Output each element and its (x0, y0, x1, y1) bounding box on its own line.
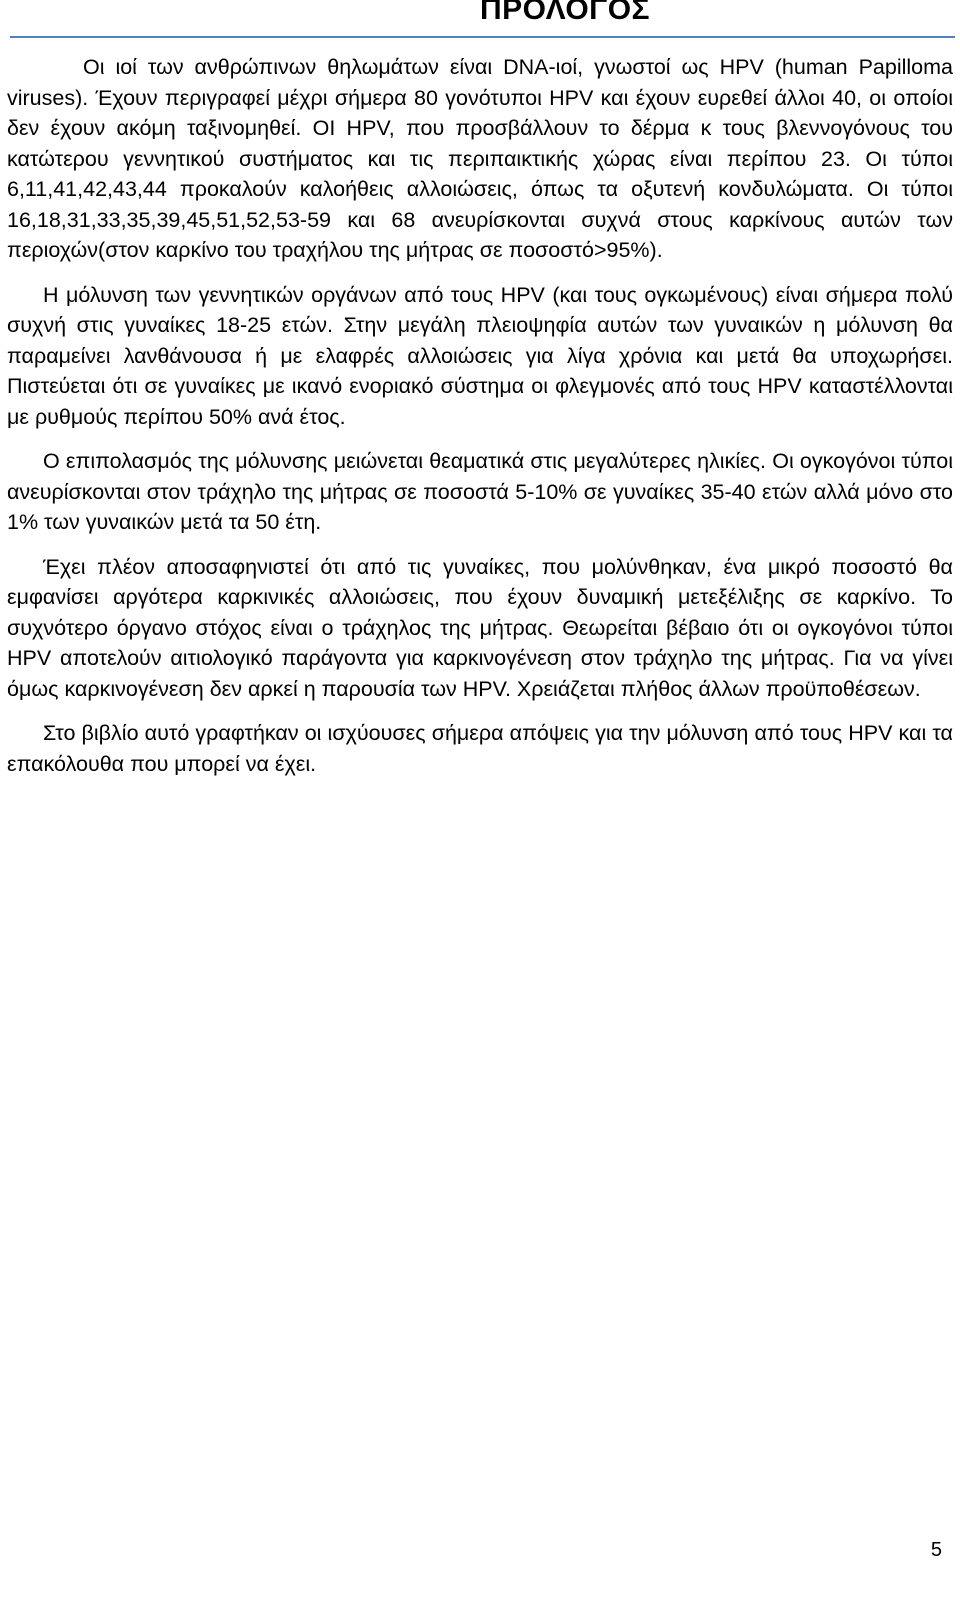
paragraph-prevalence: Ο επιπολασμός της μόλυνσης μειώνεται θεαματικά στις μεγαλύτερες ηλικίες. Οι ογκογόνοι τύποι ανευρίσκονται στον τράχηλο της μήτρας σε ποσοστά 5-10% σε γυναίκες 35-40 ετών αλλά μόνο στο 1% των γυναικών μετά τα 50 έτη. (7, 449, 953, 534)
paragraph-intro: Οι ιοί των ανθρώπινων θηλωμάτων είναι DNA-ιοί, γνωστοί ως HPV (human Papilloma viruses). Έχουν περιγραφεί μέχρι σήμερα 80 γονότυποι HPV και έχουν ευρεθεί άλλοι 40, οι οποίοι δεν έχουν ακόμη ταξινομηθεί. ΟΙ HPV, που προσβάλλουν το δέρμα κ τους βλεννογόνους του κατώτερου γεννητικού συστήματος και τις περιπαικτικής χώρας είναι περίπου 23. Οι τύποι 6,11,41,42,43,44 προκαλούν καλοήθεις αλλοιώσεις, όπως τα οξυτενή κονδυλώματα. Οι τύποι 16,18,31,33,35,39,45,51,52,53-59 και 68 ανευρίσκονται συχνά στους καρκίνους αυτών των περιοχών(στον καρκίνο του τραχήλου της μήτρας σε ποσοστό>95%). (7, 55, 953, 262)
page-title: ΠΡΟΛΟΓΟΣ (479, 0, 651, 26)
paragraph-carcinogenesis: Έχει πλέον αποσαφηνιστεί ότι από τις γυναίκες, που μολύνθηκαν, ένα μικρό ποσοστό θα εμφανίσει αργότερα καρκινικές αλλοιώσεις, που έχουν δυναμική μετεξέλιξης σε καρκίνο. Το συχνότερο όργανο στόχος είναι ο τράχηλος της μήτρας. Θεωρείται βέβαιο ότι οι ογκογόνοι τύποι HPV αποτελούν αιτιολογικό παράγοντα για καρκινογένεση στον τράχηλο της μήτρας. Για να γίνει όμως καρκινογένεση δεν αρκεί η παρουσία των HPV. Χρειάζεται πλήθος άλλων προϋποθέσεων. (7, 554, 953, 701)
document-body (7, 52, 953, 793)
paragraph-book-purpose: Στο βιβλίο αυτό γραφτήκαν οι ισχύουσες σήμερα απόψεις για την μόλυνση από τους HPV και τα επακόλουθα που μπορεί να έχει. (7, 721, 953, 776)
page-number: 5 (930, 1539, 942, 1561)
paragraph-infection: Η μόλυνση των γεννητικών οργάνων από τους HPV (και τους ογκωμένους) είναι σήμερα πολύ συχνή στις γυναίκες 18-25 ετών. Στην μεγάλη πλειοψηφία αυτών των γυναικών η μόλυνση θα παραμείνει λανθάνουσα ή με ελαφρές αλλοιώσεις για λίγα χρόνια και μετά θα υποχωρήσει. Πιστεύεται ότι σε γυναίκες με ικανό ενοριακό σύστημα οι φλεγμονές από τους HPV καταστέλλονται με ρυθμούς περίπου 50% ανά έτος. (7, 282, 953, 429)
heading-underline-rule (10, 36, 955, 38)
